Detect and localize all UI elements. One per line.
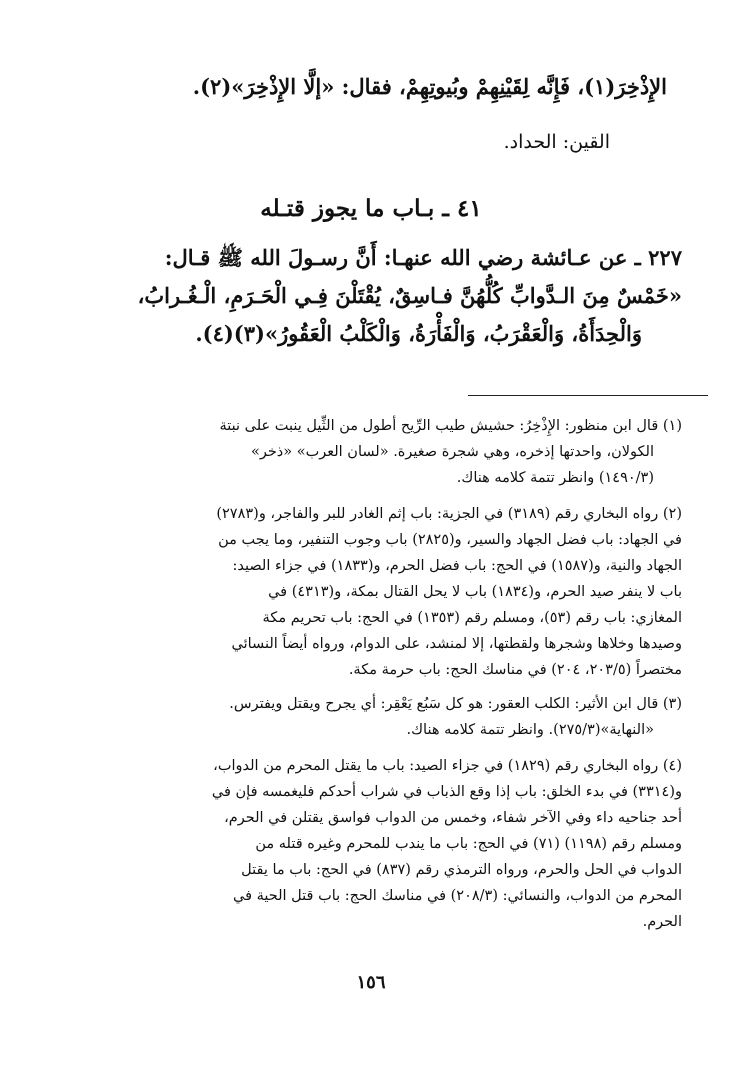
hadith-line-1: ٢٢٧ ـ عن عـائشة رضي الله عنهـا: أَنَّ رسـولَ الله ﷺ قـال: (164, 245, 682, 270)
footnote-2-line-5: المغازي: باب رقم (٥٣)، ومسلم رقم (١٣٥٣) في الحج: باب تحريم مكة (262, 610, 682, 626)
footnote-1-line-2: الكولان، واحدتها إذخره، وهي شجرة صغيرة. «لسان العرب» «ذخر» (250, 444, 654, 460)
footnote-2-line-3: الجهاد والنية، و(١٥٨٧) في الحج: باب فضل الحرم، و(١٨٣٣) في جزاء الصيد: (232, 558, 682, 574)
page-number: ١٥٦ (356, 972, 386, 993)
footnote-4-line-1: (٤) رواه البخاري رقم (١٨٢٩) في جزاء الصيد: باب ما يقتل المحرم من الدواب، (213, 758, 682, 774)
hadith-line-2: «خَمْسٌ مِنَ الـدَّوابِّ كُلُّهُنَّ فـاسِقٌ، يُقْتَلْنَ فِـي الْحَـرَمِ، الْـغُـرابُ، (137, 283, 682, 308)
hadith-line-3: وَالْحِدَأَةُ، وَالْعَقْرَبُ، وَالْفَأْرَةُ، وَالْكَلْبُ الْعَقُورُ»(٣)(٤). (195, 321, 642, 346)
footnote-3-line-1: (٣) قال ابن الأثير: الكلب العقور: هو كل سَبُع يَعْقِر: أي يجرح ويقتل ويفترس. (229, 696, 682, 712)
footnote-4-line-6: المحرم من الدواب، والنسائي: (٢٠٨/٣) في مناسك الحج: باب قتل الحية في (232, 888, 682, 904)
footnote-2-line-7: مختصراً (٢٠٣/٥، ٢٠٤) في مناسك الحج: باب حرمة مكة. (348, 662, 682, 678)
footnote-separator (468, 395, 708, 396)
footnote-4-line-4: ومسلم رقم (١١٩٨) (٧١) في الحج: باب ما يندب للمحرم وغيره قتله من (255, 836, 682, 852)
footnote-1-line-3: (١٤٩٠/٣) وانظر تتمة كلامه هناك. (456, 470, 654, 486)
footnote-2-line-1: (٢) رواه البخاري رقم (٣١٨٩) في الجزية: باب إثم الغادر للبر والفاجر، و(٢٧٨٣) (216, 506, 682, 522)
footnote-4-line-7: الحرم. (642, 914, 682, 930)
footnote-2-line-2: في الجهاد: باب فضل الجهاد والسير، و(٢٨٢٥) باب وجوب التنفير، وما يجب من (218, 532, 682, 548)
footnote-4-line-2: و(٣٣١٤) في بدء الخلق: باب إذا وقع الذباب في شراب أحدكم فليغمسه فإن في (211, 784, 682, 800)
top-text-line-1: الإِذْخِرَ(١)، فَإِنَّه لِقَيْنِهِمْ وبُيوتِهِمْ، فقال: «إلَّا الإِذْخِرَ»(٢). (192, 74, 667, 99)
footnote-3-line-2: «النهاية»(٢٧٥/٣). وانظر تتمة كلامه هناك. (406, 722, 654, 738)
footnote-1-line-1: (١) قال ابن منظور: الإِذْخِرُ: حشيش طيب الرِّيح أطول من الثِّيل ينبت على نبتة (219, 418, 682, 434)
footnote-4-line-3: أحد جناحيه داء وفي الآخر شفاء، وخمس من الدواب فواسق يقتلن في الحرم، (224, 810, 682, 826)
footnote-4-line-5: الدواب في الحل والحرم، ورواه الترمذي رقم (٨٣٧) في الحج: باب ما يقتل (241, 862, 682, 878)
top-text-line-2: القين: الحداد. (503, 131, 610, 153)
footnote-2-line-4: باب لا ينفر صيد الحرم، و(١٨٣٤) باب لا يحل القتال بمكة، و(٤٣١٣) في (268, 584, 682, 600)
section-heading: ٤١ ـ بـاب ما يجوز قتـله (260, 195, 482, 222)
footnote-2-line-6: وصيدها وخلاها وشجرها ولقطتها، إلا لمنشد، على الدوام، ورواه أيضاً النسائي (231, 636, 682, 652)
